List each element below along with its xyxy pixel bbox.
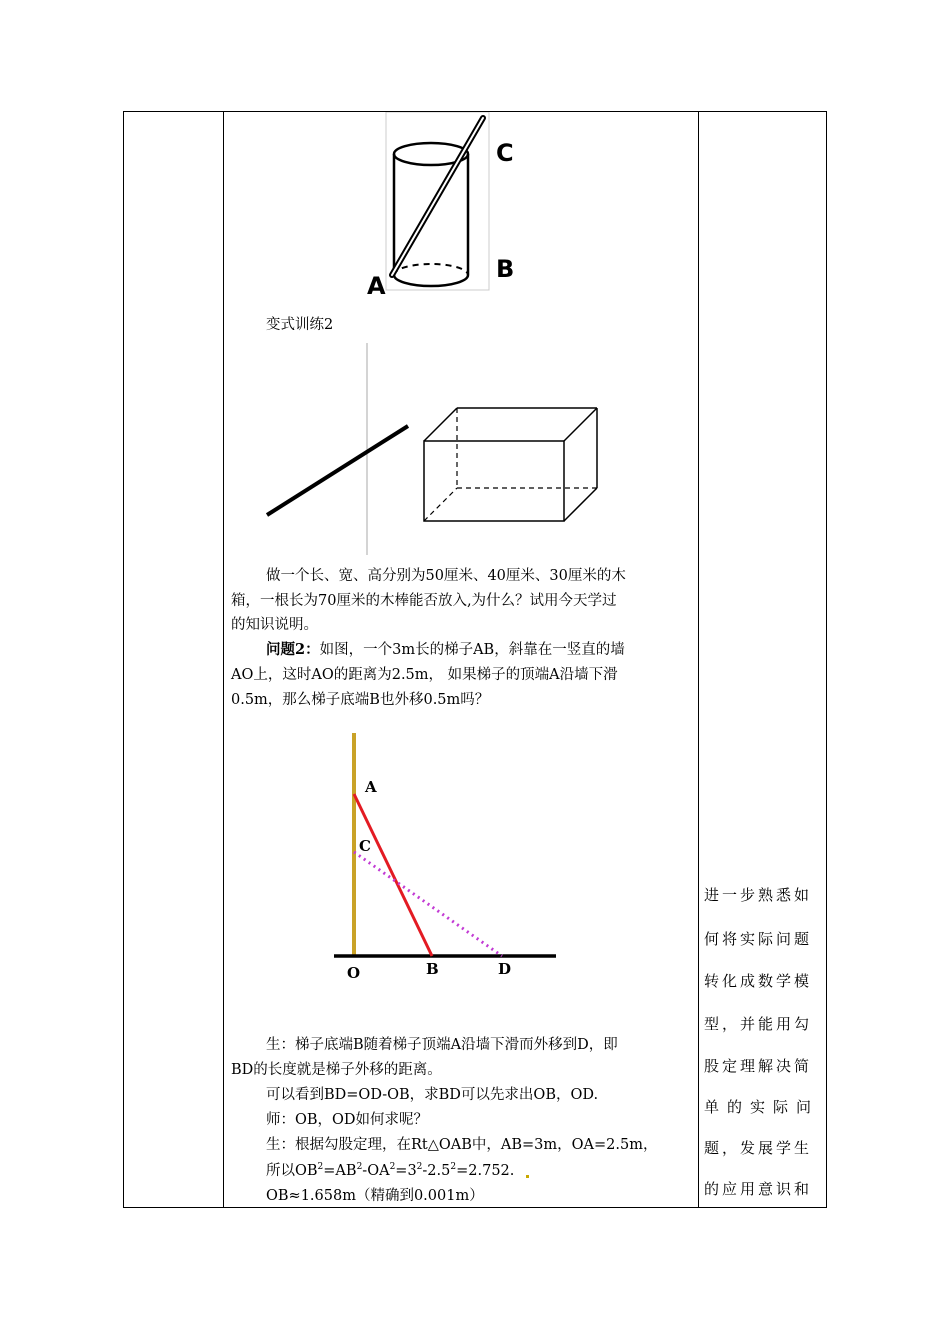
dialogue-s1-line2: BD的长度就是梯子外移的距离。 [231, 1062, 442, 1078]
problem2-line3: 0.5m，那么梯子底端B也外移0.5m吗？ [231, 692, 490, 708]
side-note-3: 转化成数学模 [704, 972, 813, 990]
paragraph1-line3: 的知识说明。 [231, 617, 318, 633]
eq-part: =2.752. [456, 1163, 515, 1179]
eq-sup: 2 [317, 1162, 324, 1173]
dialogue-line3: 可以看到BD=OD-OB，求BD可以先求出OB，OD. [266, 1087, 599, 1103]
eq-sup: 2 [389, 1162, 396, 1173]
box-hidden-diagonal [424, 488, 457, 521]
eq-part: =AB [323, 1163, 357, 1179]
side-note-1: 进一步熟悉如 [704, 886, 813, 904]
box-front-face [424, 441, 564, 521]
box-figure [260, 343, 610, 555]
dialogue-line4: 师：OB，OD如何求呢？ [266, 1112, 429, 1128]
fig3-label-c: C [359, 837, 371, 855]
side-note-6: 单的实际问 [704, 1098, 820, 1116]
eq-part: =3 [395, 1163, 417, 1179]
ladder-cd [354, 852, 502, 956]
problem2-line1-text: 如图，一个3m长的梯子AB，斜靠在一竖直的墙 [319, 642, 625, 658]
side-note-2: 何将实际问题 [704, 930, 813, 948]
eq-sup: 2 [416, 1162, 423, 1173]
fig3-label-o: O [347, 964, 361, 982]
box-edge-bottom-right [564, 488, 597, 521]
paragraph1-line1: 做一个长、宽、高分别为50厘米、40厘米、30厘米的木 [266, 568, 626, 584]
fig1-label-c: C [496, 139, 514, 167]
cylinder-bottom-front [394, 275, 468, 286]
dialogue-line7: OB≈1.658m（精确到0.001m） [266, 1188, 484, 1204]
side-note-7: 题，发展学生 [704, 1139, 813, 1157]
eq-sup: 2 [356, 1162, 363, 1173]
column-divider-2 [698, 112, 699, 1207]
variant-title: 变式训练2 [266, 317, 334, 333]
side-note-5: 股定理解决简 [704, 1057, 813, 1075]
problem2-label: 问题2： [266, 641, 320, 658]
eq-part: -2.5 [422, 1163, 451, 1179]
paragraph1-line2: 箱，一根长为70厘米的木棒能否放入,为什么？试用今天学过 [231, 593, 617, 609]
cylinder-bottom-back [394, 264, 468, 275]
fig3-label-d: D [498, 960, 512, 978]
box-edge-top-right [564, 408, 597, 441]
stick-fill [392, 118, 483, 275]
fig3-label-a: A [365, 778, 377, 796]
side-note-4: 型，并能用勾 [704, 1015, 813, 1033]
problem2-line1 [266, 637, 625, 663]
eq-part: -OA [362, 1163, 390, 1179]
fig1-label-a: A [367, 272, 386, 300]
fig3-label-b: B [426, 960, 439, 978]
dialogue-line5: 生：根据勾股定理，在Rt△OAB中，AB=3m，OA=2.5m， [266, 1137, 658, 1153]
box-edge-top-left [424, 408, 457, 441]
eq-part: 所以OB [266, 1163, 318, 1179]
problem2-line2: AO上，这时AO的距离为2.5m， 如果梯子的顶端A沿墙下滑 [231, 667, 618, 683]
dialogue-line6 [266, 1158, 514, 1184]
column-divider-1 [223, 112, 224, 1207]
eq-sup: 2 [450, 1162, 457, 1173]
dialogue-s1-line1: 生：梯子底端B随着梯子顶端A沿墙下滑而外移到D，即 [266, 1037, 618, 1053]
fig1-label-b: B [496, 255, 515, 283]
side-note-8: 的应用意识和 [704, 1180, 813, 1198]
ladder-ab [354, 794, 432, 956]
stray-dot [526, 1175, 529, 1178]
stick-line [267, 426, 408, 515]
